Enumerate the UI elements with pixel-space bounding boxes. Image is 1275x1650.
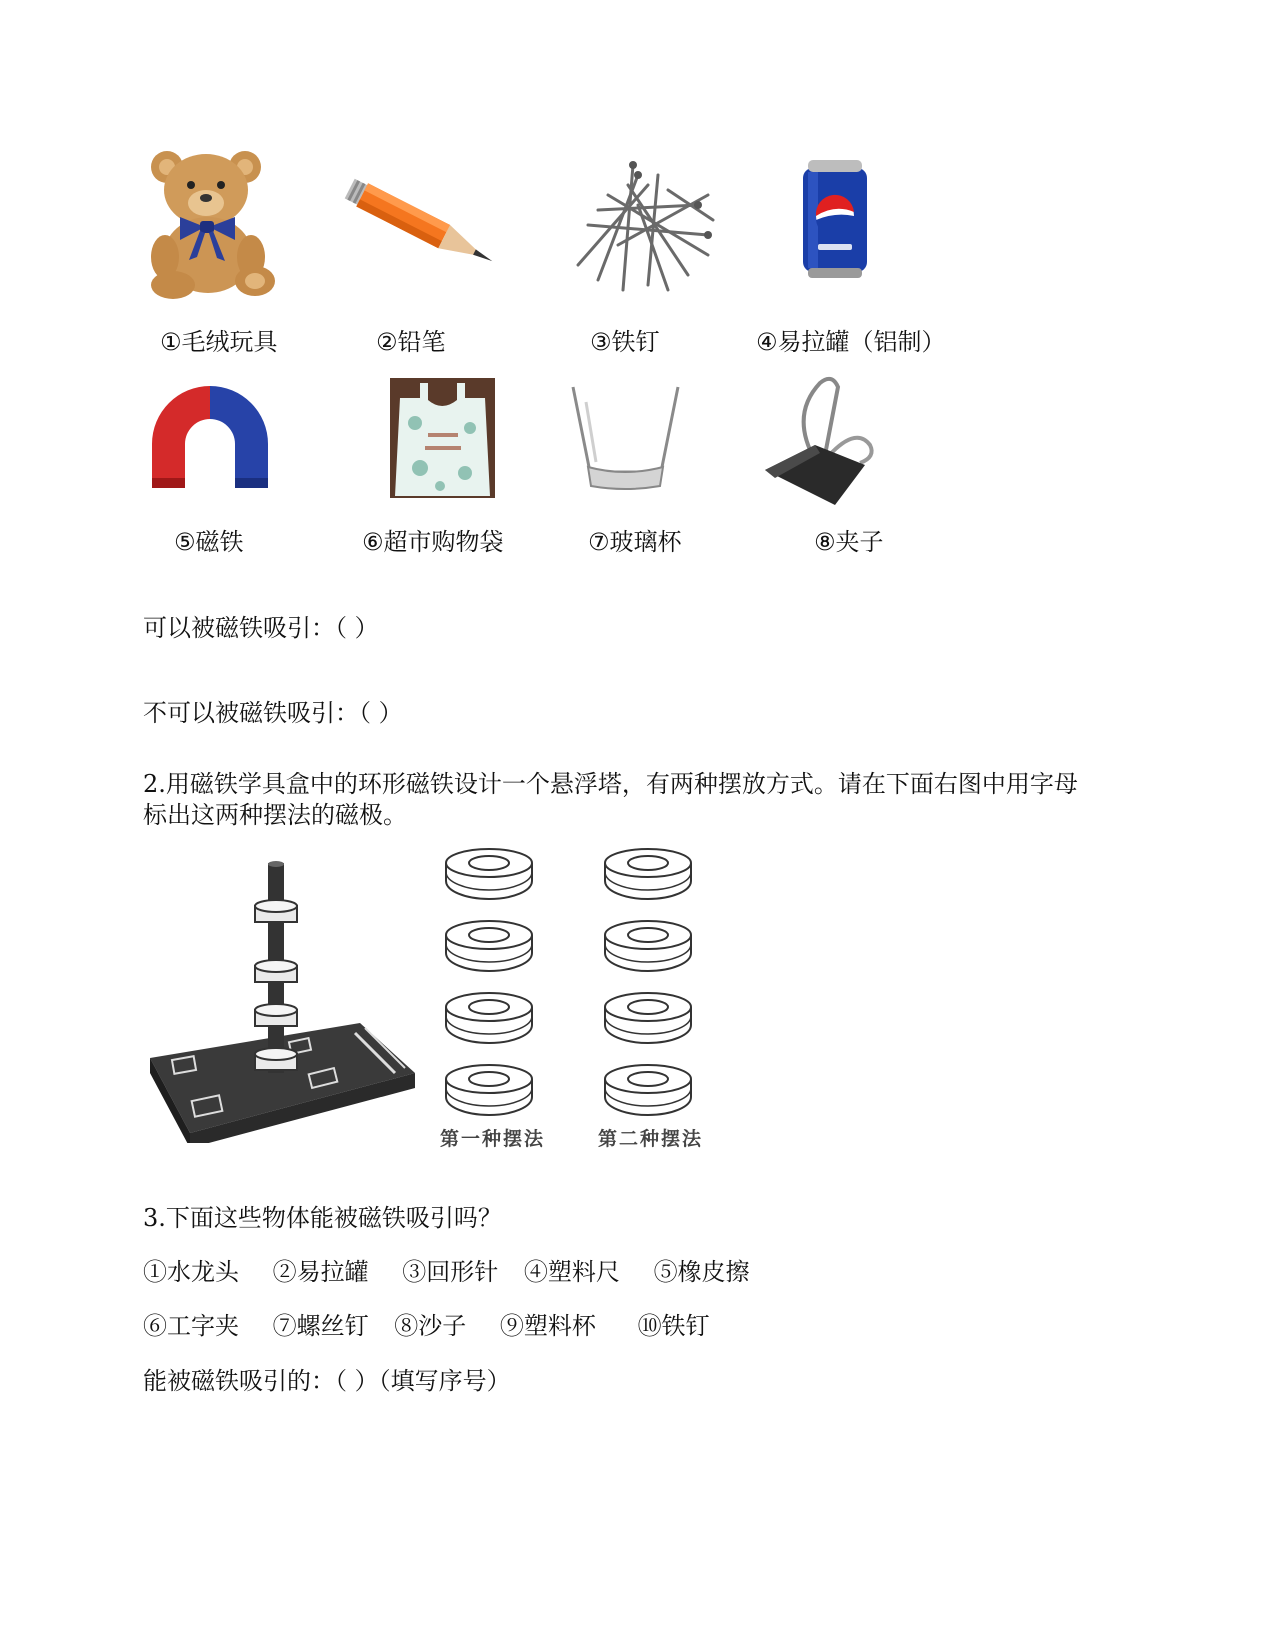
answer-can-attract: 可以被磁铁吸引：（ ）	[143, 614, 379, 642]
label-second-arrangement: 第二种摆法	[598, 1128, 704, 1150]
label-first-arrangement: 第一种摆法	[440, 1128, 546, 1150]
soda-can-icon	[800, 158, 870, 280]
ring-stack-first	[442, 845, 537, 1125]
option-sand: ⑧沙子	[394, 1312, 467, 1340]
caption-can: ④易拉罐（铝制）	[756, 328, 946, 356]
answer-cannot-attract: 不可以被磁铁吸引：（ ）	[143, 699, 403, 727]
option-faucet: ①水龙头	[143, 1258, 239, 1286]
q2-text-line1: 2.用磁铁学具盒中的环形磁铁设计一个悬浮塔，有两种摆放方式。请在下面右图中用字母	[143, 770, 1078, 798]
levitation-tower-illustration	[145, 858, 420, 1143]
option-plastic-ruler: ④塑料尺	[523, 1258, 620, 1286]
caption-bag: ⑥超市购物袋	[362, 528, 504, 556]
pencil-icon	[340, 178, 510, 278]
q2-text-line2: 标出这两种摆法的磁极。	[143, 801, 407, 829]
shopping-bag-icon	[390, 378, 495, 498]
option-paperclip: ③回形针	[402, 1258, 499, 1286]
caption-glass: ⑦玻璃杯	[588, 528, 682, 556]
binder-clip-icon	[760, 375, 878, 507]
glass-cup-icon	[568, 382, 683, 492]
option-can: ②易拉罐	[272, 1258, 369, 1286]
q3-options-row1	[143, 1252, 776, 1287]
caption-clip: ⑧夹子	[814, 528, 884, 556]
option-iron-nail: ⑩铁钉	[637, 1312, 710, 1340]
caption-pencil: ②铅笔	[376, 328, 446, 356]
horseshoe-magnet-icon	[145, 378, 275, 498]
caption-teddy: ①毛绒玩具	[160, 328, 278, 356]
ring-stack-second	[601, 845, 696, 1125]
caption-nails: ③铁钉	[590, 328, 660, 356]
q3-options-row2	[143, 1306, 736, 1341]
iron-nails-icon	[568, 155, 718, 295]
option-plastic-cup: ⑨塑料杯	[499, 1312, 596, 1340]
q3-answer: 能被磁铁吸引的：（ ）（填写序号）	[143, 1367, 511, 1395]
option-eraser: ⑤橡皮擦	[653, 1258, 750, 1286]
teddy-bear-icon	[145, 145, 280, 300]
option-binder-clip: ⑥工字夹	[143, 1312, 239, 1340]
option-screw: ⑦螺丝钉	[272, 1312, 369, 1340]
q3-title: 3.下面这些物体能被磁铁吸引吗？	[143, 1204, 502, 1232]
caption-magnet: ⑤磁铁	[174, 528, 244, 556]
